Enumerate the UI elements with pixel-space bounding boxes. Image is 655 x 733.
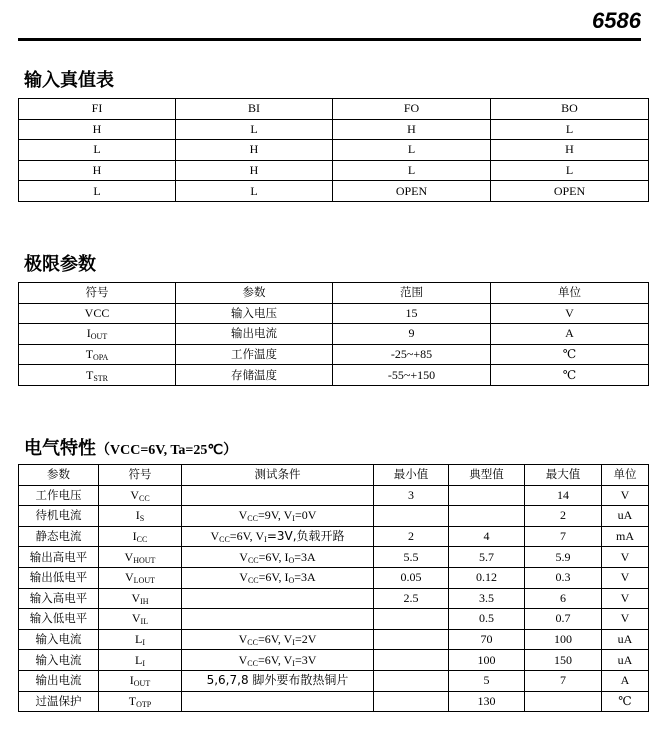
condition-text: V — [238, 632, 248, 647]
symbol-cell — [99, 609, 182, 630]
condition-subscript: CC — [247, 555, 259, 565]
symbol-main: V — [131, 590, 141, 605]
condition-text: V — [210, 529, 220, 544]
condition-subscript: O — [288, 576, 295, 586]
min-cell: 5.5 — [374, 547, 449, 568]
condition-cell — [182, 506, 374, 527]
condition-cell — [182, 567, 374, 588]
max-cell: 7 — [525, 526, 602, 547]
table-row — [19, 485, 649, 506]
condition-cell — [182, 629, 374, 650]
typ-cell: 0.5 — [449, 609, 525, 630]
min-cell — [374, 629, 449, 650]
unit-cell: V — [491, 303, 649, 324]
condition-text: =6V, I — [258, 549, 289, 564]
table-row — [19, 588, 649, 609]
symbol-subscript: IL — [140, 617, 149, 627]
table-cell: L — [491, 119, 649, 140]
condition-cell — [182, 588, 374, 609]
symbol-subscript: CC — [139, 493, 150, 503]
parameter-cell: 输入电压 — [176, 303, 333, 324]
electrical-condition: （VCC=6V, Ta=25℃） — [96, 443, 238, 458]
electrical-title — [24, 434, 237, 460]
table-row — [19, 324, 649, 345]
condition-cell — [182, 547, 374, 568]
range-cell: -25~+85 — [333, 344, 491, 365]
parameter-cell: 工作温度 — [176, 344, 333, 365]
column-header: 参数 — [176, 283, 333, 304]
max-cell: 5.9 — [525, 547, 602, 568]
column-header: BO — [491, 99, 649, 120]
parameter-cell: 静态电流 — [19, 526, 99, 547]
symbol-main: T — [85, 367, 94, 382]
max-cell — [525, 691, 602, 712]
symbol-main: L — [134, 632, 143, 647]
range-cell: 15 — [333, 303, 491, 324]
symbol-main: VCC — [84, 305, 110, 320]
table-row — [19, 506, 649, 527]
table-cell: H — [491, 140, 649, 161]
table-cell: H — [19, 119, 176, 140]
unit-cell: V — [602, 588, 649, 609]
limits-title: 极限参数 — [24, 254, 96, 275]
symbol-main: T — [128, 693, 137, 708]
min-cell: 0.05 — [374, 567, 449, 588]
condition-subscript: I — [264, 535, 267, 545]
table-row — [19, 629, 649, 650]
parameter-cell: 输入低电平 — [19, 609, 99, 630]
condition-subscript: CC — [247, 514, 258, 524]
symbol-main: I — [132, 529, 137, 544]
table-row — [19, 609, 649, 630]
condition-text: =6V, V — [229, 529, 265, 544]
condition-subscript: CC — [247, 638, 258, 648]
condition-text: V — [238, 652, 248, 667]
parameter-cell: 存储温度 — [176, 365, 333, 386]
symbol-subscript: S — [139, 514, 145, 524]
table-cell: L — [19, 181, 176, 202]
typ-cell: 4 — [449, 526, 525, 547]
condition-subscript: CC — [247, 576, 259, 586]
min-cell — [374, 609, 449, 630]
symbol-main: V — [125, 570, 134, 585]
parameter-cell: 输出低电平 — [19, 567, 99, 588]
condition-text: =2V — [294, 632, 317, 647]
condition-text: V — [239, 570, 248, 585]
table-row — [19, 650, 649, 671]
condition-text: =6V, I — [258, 570, 289, 585]
table-cell: L — [176, 181, 333, 202]
symbol-main: V — [124, 549, 134, 564]
symbol-cell — [99, 526, 182, 547]
min-cell — [374, 691, 449, 712]
column-header: 最大值 — [525, 465, 602, 486]
typ-cell: 5 — [449, 670, 525, 691]
column-header: FI — [19, 99, 176, 120]
parameter-cell: 输出电流 — [19, 670, 99, 691]
column-header: 参数 — [19, 465, 99, 486]
table-row — [19, 303, 649, 324]
typ-cell: 130 — [449, 691, 525, 712]
unit-cell: ℃ — [602, 691, 649, 712]
condition-text: 5,6,7,8 脚外要布散热铜片 — [206, 673, 349, 688]
condition-cell — [182, 650, 374, 671]
unit-cell: ℃ — [491, 344, 649, 365]
table-cell: OPEN — [333, 181, 491, 202]
condition-text: =0V — [294, 508, 317, 523]
symbol-subscript: LOUT — [133, 576, 155, 586]
symbol-main: V — [131, 611, 141, 626]
table-row — [19, 344, 649, 365]
parameter-cell: 过温保护 — [19, 691, 99, 712]
symbol-subscript: OTP — [136, 699, 152, 709]
table-header-row — [19, 283, 649, 304]
condition-text: V — [239, 549, 248, 564]
range-cell: 9 — [333, 324, 491, 345]
condition-cell — [182, 485, 374, 506]
max-cell: 7 — [525, 670, 602, 691]
condition-cell — [182, 609, 374, 630]
symbol-subscript: HOUT — [133, 555, 156, 565]
typ-cell — [449, 485, 525, 506]
min-cell: 2 — [374, 526, 449, 547]
condition-subscript: I — [292, 638, 295, 648]
min-cell: 3 — [374, 485, 449, 506]
max-cell: 100 — [525, 629, 602, 650]
truth-table-title: 输入真值表 — [24, 70, 114, 91]
unit-cell: V — [602, 609, 649, 630]
column-header: 单位 — [491, 283, 649, 304]
symbol-main: I — [135, 508, 140, 523]
symbol-subscript: I — [142, 658, 145, 668]
symbol-cell — [99, 588, 182, 609]
typ-cell: 100 — [449, 650, 525, 671]
symbol-main: I — [86, 326, 91, 341]
table-row — [19, 160, 649, 181]
electrical-title-text: 电气特性 — [24, 438, 96, 459]
symbol-subscript: I — [142, 638, 145, 648]
column-header: 单位 — [602, 465, 649, 486]
symbol-subscript: IH — [140, 596, 149, 606]
unit-cell: uA — [602, 506, 649, 527]
parameter-cell: 输入高电平 — [19, 588, 99, 609]
max-cell: 14 — [525, 485, 602, 506]
symbol-cell — [19, 344, 176, 365]
symbol-subscript: STR — [93, 373, 108, 383]
condition-text: =3V,负载开路 — [266, 529, 345, 544]
max-cell: 0.3 — [525, 567, 602, 588]
table-header-row — [19, 99, 649, 120]
symbol-subscript: OUT — [90, 332, 108, 342]
unit-cell: mA — [602, 526, 649, 547]
symbol-main: V — [130, 487, 139, 502]
truth-table — [18, 98, 649, 202]
table-cell: H — [333, 119, 491, 140]
condition-text: =3A — [294, 570, 316, 585]
max-cell: 150 — [525, 650, 602, 671]
parameter-cell: 待机电流 — [19, 506, 99, 527]
condition-subscript: I — [292, 658, 295, 668]
unit-cell: V — [602, 485, 649, 506]
condition-subscript: CC — [219, 535, 230, 545]
condition-cell — [182, 670, 374, 691]
parameter-cell: 工作电压 — [19, 485, 99, 506]
table-row — [19, 567, 649, 588]
condition-text: =3A — [294, 549, 316, 564]
typ-cell: 70 — [449, 629, 525, 650]
symbol-main: T — [85, 347, 94, 362]
condition-cell — [182, 526, 374, 547]
limits-table — [18, 282, 649, 386]
table-cell: L — [491, 160, 649, 181]
symbol-cell — [99, 485, 182, 506]
table-cell: L — [333, 160, 491, 181]
table-header-row — [19, 465, 649, 486]
condition-subscript: O — [288, 555, 295, 565]
symbol-subscript: OPA — [93, 353, 109, 363]
symbol-cell — [99, 506, 182, 527]
column-header: FO — [333, 99, 491, 120]
condition-text: =3V — [294, 652, 317, 667]
symbol-cell — [99, 567, 182, 588]
unit-cell: A — [491, 324, 649, 345]
condition-subscript: CC — [247, 658, 258, 668]
table-row — [19, 119, 649, 140]
column-header: 最小值 — [374, 465, 449, 486]
symbol-main: L — [134, 652, 143, 667]
min-cell — [374, 650, 449, 671]
table-cell: H — [176, 160, 333, 181]
table-cell: H — [176, 140, 333, 161]
column-header: 范围 — [333, 283, 491, 304]
unit-cell: ℃ — [491, 365, 649, 386]
symbol-cell — [19, 324, 176, 345]
min-cell — [374, 506, 449, 527]
symbol-subscript: CC — [136, 535, 148, 545]
max-cell: 6 — [525, 588, 602, 609]
symbol-cell — [99, 691, 182, 712]
condition-text: V — [238, 508, 248, 523]
symbol-cell — [99, 547, 182, 568]
condition-text: =9V, V — [257, 508, 293, 523]
table-row — [19, 140, 649, 161]
column-header: BI — [176, 99, 333, 120]
unit-cell: uA — [602, 629, 649, 650]
min-cell — [374, 670, 449, 691]
part-number: 6586 — [592, 8, 641, 33]
table-row — [19, 181, 649, 202]
min-cell: 2.5 — [374, 588, 449, 609]
table-row — [19, 526, 649, 547]
parameter-cell: 输出高电平 — [19, 547, 99, 568]
typ-cell — [449, 506, 525, 527]
symbol-cell — [99, 650, 182, 671]
unit-cell: uA — [602, 650, 649, 671]
typ-cell: 3.5 — [449, 588, 525, 609]
symbol-cell — [19, 303, 176, 324]
unit-cell: A — [602, 670, 649, 691]
table-row — [19, 365, 649, 386]
parameter-cell: 输出电流 — [176, 324, 333, 345]
header-rule — [18, 38, 641, 41]
table-cell: L — [19, 140, 176, 161]
parameter-cell: 输入电流 — [19, 629, 99, 650]
condition-text: =6V, V — [257, 632, 293, 647]
symbol-cell — [99, 670, 182, 691]
column-header: 符号 — [19, 283, 176, 304]
unit-cell: V — [602, 567, 649, 588]
symbol-cell — [19, 365, 176, 386]
column-header: 典型值 — [449, 465, 525, 486]
symbol-subscript: OUT — [133, 679, 151, 689]
column-header: 符号 — [99, 465, 182, 486]
unit-cell: V — [602, 547, 649, 568]
max-cell: 0.7 — [525, 609, 602, 630]
typ-cell: 5.7 — [449, 547, 525, 568]
table-row — [19, 670, 649, 691]
condition-subscript: I — [292, 514, 295, 524]
table-row — [19, 691, 649, 712]
table-cell: L — [176, 119, 333, 140]
symbol-main: I — [129, 673, 134, 688]
condition-text: =6V, V — [257, 652, 293, 667]
table-cell: H — [19, 160, 176, 181]
max-cell: 2 — [525, 506, 602, 527]
table-row — [19, 547, 649, 568]
column-header: 测试条件 — [182, 465, 374, 486]
typ-cell: 0.12 — [449, 567, 525, 588]
symbol-cell — [99, 629, 182, 650]
electrical-table — [18, 464, 649, 712]
condition-cell — [182, 691, 374, 712]
table-cell: L — [333, 140, 491, 161]
parameter-cell: 输入电流 — [19, 650, 99, 671]
table-cell: OPEN — [491, 181, 649, 202]
range-cell: -55~+150 — [333, 365, 491, 386]
